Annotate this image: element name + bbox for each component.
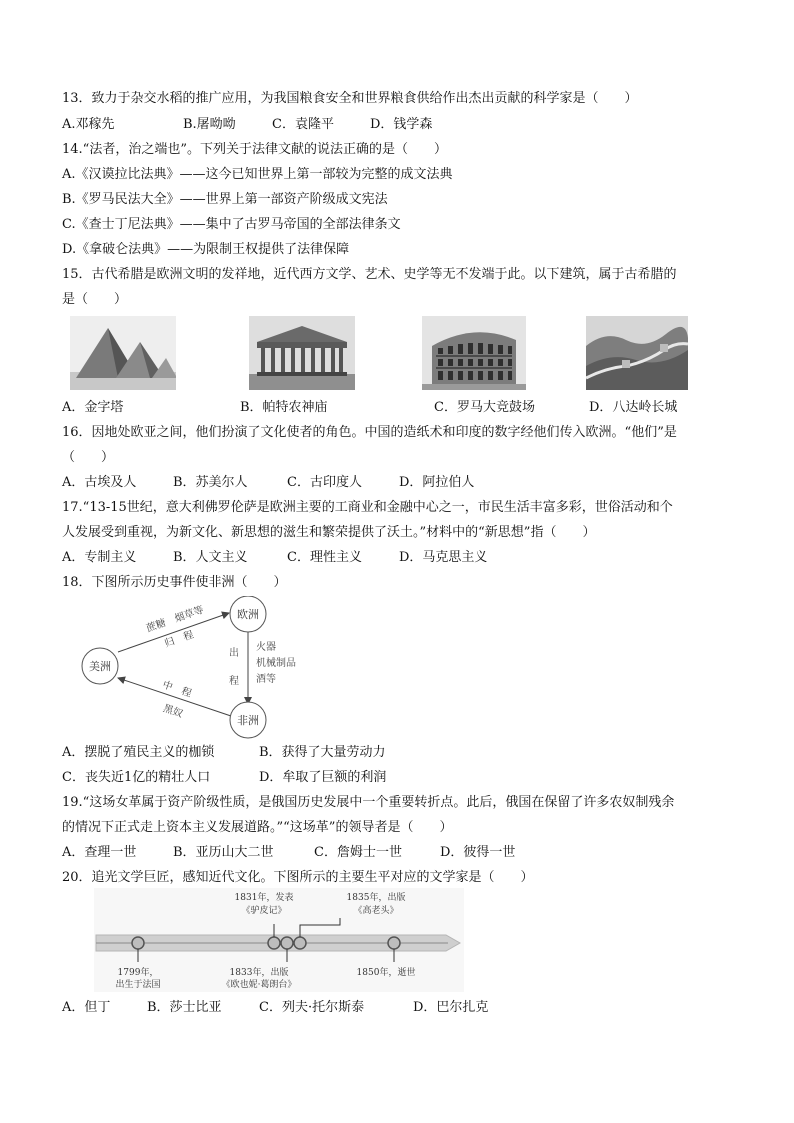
q20-option-d: D．巴尔扎克 <box>413 1000 489 1015</box>
event-1850-line1: 1850年，逝世 <box>356 968 416 978</box>
event-1831-line2: 《驴皮记》 <box>241 906 287 916</box>
q16-option-a: A．古埃及人 <box>62 475 137 490</box>
parthenon-photo <box>249 316 355 390</box>
q19-stem-line2: 的情况下正式走上资本主义发展道路。”“这场革”的领导者是（ ） <box>62 820 453 835</box>
event-1833-line2: 《欧也妮·葛朗台》 <box>221 980 297 990</box>
return-route-label: 归 程 <box>163 629 196 650</box>
event-1833-line1: 1833年，出版 <box>229 968 289 978</box>
goods-bottom-label: 黑奴 <box>161 703 185 721</box>
q19-option-c: C．詹姆士一世 <box>314 845 402 860</box>
q19-stem-line1: 19.“这场女革属于资产阶级性质，是俄国历史发展中一个重要转折点。此后，俄国在保留了许多农奴制残余 <box>62 795 675 810</box>
goods-out-label-1: 火器 <box>256 642 276 653</box>
q13-option-c: C．袁隆平 <box>272 117 334 132</box>
q19-option-d: D．彼得一世 <box>440 845 516 860</box>
q18-option-c: C．丧失近1亿的精壮人口 <box>62 770 211 785</box>
goods-top-label: 蔗糖 烟草等 <box>145 604 206 635</box>
q18-option-d: D．牟取了巨额的利润 <box>259 770 387 785</box>
q16-option-d: D．阿拉伯人 <box>399 475 475 490</box>
africa-label: 非洲 <box>237 714 259 727</box>
q13-option-b: B.屠呦呦 <box>183 117 236 132</box>
goods-out-label-2: 机械制品 <box>256 658 296 669</box>
event-1835-line1: 1835年，出版 <box>346 893 406 903</box>
q18-option-a: A．摆脱了殖民主义的枷锁 <box>62 745 215 760</box>
event-marker-1799 <box>132 937 144 949</box>
q20-stem: 20．追光文学巨匠，感知近代文化。下图所示的主要生平对应的文学家是（ ） <box>62 870 534 885</box>
great-wall-photo <box>586 316 688 390</box>
q15-option-b: B．帕特农神庙 <box>240 400 328 415</box>
event-marker-1850 <box>388 937 400 949</box>
q19-option-a: A．查理一世 <box>62 845 137 860</box>
pyramids-photo <box>70 316 176 390</box>
q17-stem-line1: 17.“13-15世纪，意大利佛罗伦萨是欧洲主要的工商业和金融中心之一，市民生活丰富多彩，世俗活动和个 <box>62 500 673 515</box>
event-1831-line1: 1831年，发表 <box>234 893 294 903</box>
q16-option-c: C．古印度人 <box>287 475 362 490</box>
q15-stem-line1: 15．古代希腊是欧洲文明的发祥地，近代西方文学、艺术、史学等无不发端于此。以下建筑，属于古希腊的 <box>62 267 677 282</box>
outward-route-label-1: 出 <box>229 648 239 659</box>
author-timeline <box>94 888 464 992</box>
q14-option-d: D.《拿破仑法典》——为限制王权提供了法律保障 <box>62 242 350 257</box>
event-1835-line2: 《高老头》 <box>353 906 399 916</box>
q13-stem: 13．致力于杂交水稻的推广应用，为我国粮食安全和世界粮食供给作出杰出贡献的科学家是（ ） <box>62 91 638 106</box>
q15-stem-line2: 是（ ） <box>62 292 128 307</box>
goods-out-label-3: 酒等 <box>256 674 276 685</box>
q20-option-b: B．莎士比亚 <box>147 1000 222 1015</box>
q16-option-b: B．苏美尔人 <box>173 475 248 490</box>
q15-option-a: A．金字塔 <box>62 400 124 415</box>
q17-option-a: A．专制主义 <box>62 550 137 565</box>
outward-route-label-2: 程 <box>229 676 239 687</box>
event-marker-1833 <box>281 937 293 949</box>
q15-option-c: C．罗马大竞鼓场 <box>434 400 535 415</box>
event-1799-line1: 1799年， <box>117 968 159 978</box>
q14-option-c: C.《查士丁尼法典》——集中了古罗马帝国的全部法律条文 <box>62 217 401 232</box>
q18-option-b: B．获得了大量劳动力 <box>259 745 386 760</box>
q17-option-d: D．马克思主义 <box>399 550 488 565</box>
event-marker-1831 <box>268 937 280 949</box>
q17-option-c: C．理性主义 <box>287 550 362 565</box>
event-1799-line2: 出生于法国 <box>115 980 161 990</box>
q14-stem: 14.“法者，治之端也”。下列关于法律文献的说法正确的是（ ） <box>62 142 447 157</box>
q16-stem-line2: （ ） <box>62 450 115 465</box>
q13-option-a: A.邓稼先 <box>62 117 115 132</box>
q16-stem-line1: 16．因地处欧亚之间，他们扮演了文化使者的角色。中国的造纸术和印度的数字经他们传入欧洲。“他们”是 <box>62 425 677 440</box>
q17-option-b: B．人文主义 <box>173 550 248 565</box>
q14-option-b: B.《罗马民法大全》——世界上第一部资产阶级成文宪法 <box>62 192 388 207</box>
event-marker-1835 <box>294 937 306 949</box>
middle-route-label: 中 程 <box>160 679 193 700</box>
q19-option-b: B．亚历山大二世 <box>173 845 274 860</box>
q20-option-a: A．但丁 <box>62 1000 111 1015</box>
q20-option-c: C．列夫·托尔斯泰 <box>259 1000 365 1015</box>
america-label: 美洲 <box>89 660 111 673</box>
europe-label: 欧洲 <box>237 608 259 621</box>
colosseum-photo <box>422 316 526 390</box>
q17-stem-line2: 人发展受到重视，为新文化、新思想的滋生和繁荣提供了沃土。”材料中的“新思想”指（ ） <box>62 525 596 540</box>
triangular-trade-diagram <box>76 596 326 740</box>
q15-option-d: D．八达岭长城 <box>589 400 678 415</box>
q14-option-a: A.《汉谟拉比法典》——这今已知世界上第一部较为完整的成文法典 <box>62 167 453 182</box>
q13-option-d: D．钱学森 <box>370 117 433 132</box>
q18-stem: 18．下图所示历史事件使非洲（ ） <box>62 575 287 590</box>
